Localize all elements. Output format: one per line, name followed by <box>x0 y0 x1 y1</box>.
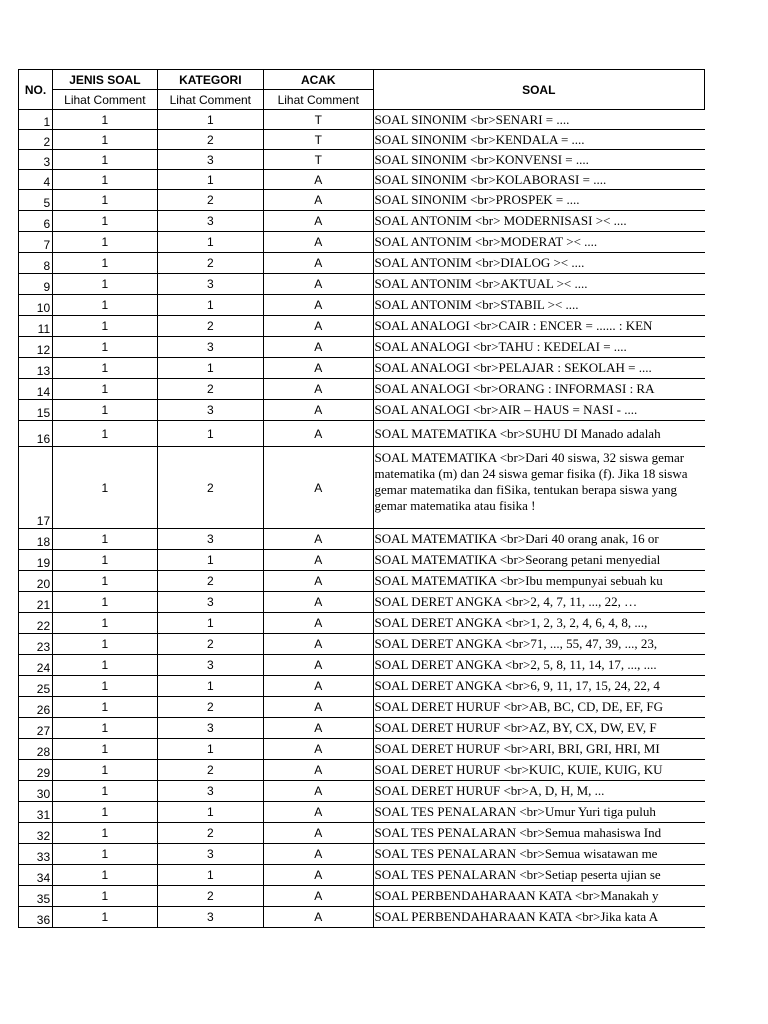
cell-jenis-soal[interactable]: 1 <box>53 676 157 697</box>
cell-kategori[interactable]: 1 <box>157 802 263 823</box>
cell-jenis-soal[interactable]: 1 <box>53 550 157 571</box>
cell-acak[interactable]: A <box>264 190 373 211</box>
cell-no[interactable]: 18 <box>19 529 53 550</box>
cell-no[interactable]: 7 <box>19 232 53 253</box>
table-row <box>19 823 705 844</box>
cell-jenis-soal[interactable]: 1 <box>53 379 157 400</box>
table-row <box>19 676 705 697</box>
cell-acak[interactable]: A <box>264 676 373 697</box>
cell-soal[interactable]: SOAL TES PENALARAN <br>Semua wisatawan me <box>373 844 704 865</box>
header-no[interactable]: NO. <box>19 70 53 110</box>
table-row <box>19 447 705 529</box>
cell-soal[interactable]: SOAL ANALOGI <br>TAHU : KEDELAI = .... <box>373 337 704 358</box>
header-soal[interactable]: SOAL <box>373 70 704 110</box>
cell-kategori[interactable]: 1 <box>157 110 263 130</box>
cell-kategori[interactable]: 2 <box>157 634 263 655</box>
cell-jenis-soal[interactable]: 1 <box>53 823 157 844</box>
table-row <box>19 529 705 550</box>
cell-soal[interactable]: SOAL TES PENALARAN <br>Semua mahasiswa Ind <box>373 823 704 844</box>
cell-jenis-soal[interactable]: 1 <box>53 613 157 634</box>
cell-soal[interactable]: SOAL DERET HURUF <br>KUIC, KUIE, KUIG, KU <box>373 760 704 781</box>
cell-kategori[interactable]: 1 <box>157 358 263 379</box>
cell-kategori[interactable]: 3 <box>157 592 263 613</box>
cell-kategori[interactable]: 1 <box>157 421 263 447</box>
cell-soal[interactable]: SOAL ANTONIM <br> MODERNISASI >< .... <box>373 211 704 232</box>
cell-acak[interactable]: A <box>264 274 373 295</box>
cell-no[interactable]: 11 <box>19 316 53 337</box>
cell-kategori[interactable]: 3 <box>157 907 263 928</box>
cell-kategori[interactable]: 1 <box>157 676 263 697</box>
cell-jenis-soal[interactable]: 1 <box>53 802 157 823</box>
cell-kategori[interactable]: 1 <box>157 550 263 571</box>
cell-kategori[interactable]: 3 <box>157 529 263 550</box>
cell-soal[interactable]: SOAL ANTONIM <br>DIALOG >< .... <box>373 253 704 274</box>
cell-acak[interactable]: T <box>264 110 373 130</box>
soal-table <box>18 69 705 928</box>
table-row <box>19 760 705 781</box>
cell-jenis-soal[interactable]: 1 <box>53 190 157 211</box>
cell-kategori[interactable]: 2 <box>157 190 263 211</box>
cell-soal[interactable]: SOAL MATEMATIKA <br>SUHU DI Manado adalah <box>373 421 704 447</box>
header-kategori-comment[interactable]: Lihat Comment <box>157 90 263 110</box>
cell-soal[interactable]: SOAL DERET ANGKA <br>1, 2, 3, 2, 4, 6, 4, 8, ..., <box>373 613 704 634</box>
cell-acak[interactable]: A <box>264 907 373 928</box>
cell-kategori[interactable]: 3 <box>157 274 263 295</box>
table-row <box>19 170 705 190</box>
table-row <box>19 211 705 232</box>
cell-jenis-soal[interactable]: 1 <box>53 529 157 550</box>
cell-jenis-soal[interactable]: 1 <box>53 886 157 907</box>
header-acak[interactable]: ACAK <box>264 70 373 90</box>
table-row <box>19 592 705 613</box>
cell-jenis-soal[interactable]: 1 <box>53 110 157 130</box>
cell-acak[interactable]: A <box>264 295 373 316</box>
cell-kategori[interactable]: 2 <box>157 130 263 150</box>
cell-jenis-soal[interactable]: 1 <box>53 634 157 655</box>
cell-acak[interactable]: A <box>264 655 373 676</box>
cell-kategori[interactable]: 1 <box>157 865 263 886</box>
cell-acak[interactable]: A <box>264 886 373 907</box>
cell-jenis-soal[interactable]: 1 <box>53 655 157 676</box>
cell-soal[interactable]: SOAL SINONIM <br>KOLABORASI = .... <box>373 170 704 190</box>
table-row <box>19 379 705 400</box>
cell-no[interactable]: 24 <box>19 655 53 676</box>
cell-no[interactable]: 8 <box>19 253 53 274</box>
cell-soal[interactable]: SOAL DERET HURUF <br>A, D, H, M, ... <box>373 781 704 802</box>
cell-no[interactable]: 20 <box>19 571 53 592</box>
cell-no[interactable]: 29 <box>19 760 53 781</box>
cell-kategori[interactable]: 2 <box>157 447 263 529</box>
cell-jenis-soal[interactable]: 1 <box>53 211 157 232</box>
cell-jenis-soal[interactable]: 1 <box>53 760 157 781</box>
cell-kategori[interactable]: 2 <box>157 379 263 400</box>
table-row <box>19 550 705 571</box>
cell-soal[interactable]: SOAL ANALOGI <br>AIR – HAUS = NASI - .... <box>373 400 704 421</box>
cell-jenis-soal[interactable]: 1 <box>53 421 157 447</box>
cell-no[interactable]: 3 <box>19 150 53 170</box>
cell-kategori[interactable]: 3 <box>157 781 263 802</box>
cell-soal[interactable]: SOAL ANTONIM <br>STABIL >< .... <box>373 295 704 316</box>
cell-no[interactable]: 23 <box>19 634 53 655</box>
cell-no[interactable]: 12 <box>19 337 53 358</box>
cell-jenis-soal[interactable]: 1 <box>53 844 157 865</box>
cell-no[interactable]: 6 <box>19 211 53 232</box>
cell-jenis-soal[interactable]: 1 <box>53 718 157 739</box>
table-row <box>19 295 705 316</box>
table-row <box>19 316 705 337</box>
table-row <box>19 337 705 358</box>
cell-acak[interactable]: A <box>264 592 373 613</box>
cell-no[interactable]: 28 <box>19 739 53 760</box>
cell-soal[interactable]: SOAL ANTONIM <br>MODERAT >< .... <box>373 232 704 253</box>
cell-acak[interactable]: A <box>264 529 373 550</box>
cell-acak[interactable]: A <box>264 550 373 571</box>
cell-no[interactable]: 13 <box>19 358 53 379</box>
cell-acak[interactable]: T <box>264 150 373 170</box>
cell-kategori[interactable]: 2 <box>157 571 263 592</box>
cell-jenis-soal[interactable]: 1 <box>53 170 157 190</box>
cell-jenis-soal[interactable]: 1 <box>53 358 157 379</box>
cell-no[interactable]: 33 <box>19 844 53 865</box>
cell-soal[interactable]: SOAL ANTONIM <br>AKTUAL >< .... <box>373 274 704 295</box>
cell-no[interactable]: 21 <box>19 592 53 613</box>
cell-acak[interactable]: T <box>264 130 373 150</box>
cell-kategori[interactable]: 3 <box>157 718 263 739</box>
cell-soal[interactable]: SOAL DERET ANGKA <br>2, 5, 8, 11, 14, 17, ..., .... <box>373 655 704 676</box>
cell-soal[interactable]: SOAL DERET HURUF <br>AZ, BY, CX, DW, EV, F <box>373 718 704 739</box>
cell-kategori[interactable]: 3 <box>157 400 263 421</box>
table-row <box>19 634 705 655</box>
cell-acak[interactable]: A <box>264 358 373 379</box>
cell-kategori[interactable]: 2 <box>157 760 263 781</box>
cell-no[interactable]: 34 <box>19 865 53 886</box>
cell-no[interactable]: 15 <box>19 400 53 421</box>
cell-no[interactable]: 25 <box>19 676 53 697</box>
cell-kategori[interactable]: 2 <box>157 823 263 844</box>
cell-kategori[interactable]: 2 <box>157 697 263 718</box>
cell-soal[interactable]: SOAL DERET HURUF <br>AB, BC, CD, DE, EF, FG <box>373 697 704 718</box>
cell-acak[interactable]: A <box>264 379 373 400</box>
cell-no[interactable]: 26 <box>19 697 53 718</box>
cell-kategori[interactable]: 1 <box>157 232 263 253</box>
cell-soal[interactable]: SOAL ANALOGI <br>PELAJAR : SEKOLAH = .... <box>373 358 704 379</box>
cell-acak[interactable]: A <box>264 421 373 447</box>
cell-acak[interactable]: A <box>264 447 373 529</box>
cell-jenis-soal[interactable]: 1 <box>53 865 157 886</box>
cell-acak[interactable]: A <box>264 613 373 634</box>
table-row <box>19 421 705 447</box>
cell-no[interactable]: 31 <box>19 802 53 823</box>
spreadsheet <box>18 69 705 928</box>
cell-jenis-soal[interactable]: 1 <box>53 907 157 928</box>
cell-jenis-soal[interactable]: 1 <box>53 274 157 295</box>
table-row <box>19 253 705 274</box>
cell-jenis-soal[interactable]: 1 <box>53 295 157 316</box>
cell-jenis-soal[interactable]: 1 <box>53 232 157 253</box>
header-kategori[interactable]: KATEGORI <box>157 70 263 90</box>
cell-no[interactable]: 16 <box>19 421 53 447</box>
cell-soal[interactable]: SOAL DERET ANGKA <br>6, 9, 11, 17, 15, 24, 22, 4 <box>373 676 704 697</box>
cell-acak[interactable]: A <box>264 170 373 190</box>
cell-kategori[interactable]: 1 <box>157 613 263 634</box>
cell-jenis-soal[interactable]: 1 <box>53 130 157 150</box>
cell-kategori[interactable]: 1 <box>157 170 263 190</box>
header-jenis-soal[interactable]: JENIS SOAL <box>53 70 157 90</box>
cell-soal[interactable]: SOAL PERBENDAHARAAN KATA <br>Manakah y <box>373 886 704 907</box>
table-body <box>19 110 705 928</box>
cell-kategori[interactable]: 3 <box>157 337 263 358</box>
cell-no[interactable]: 4 <box>19 170 53 190</box>
header-jenis-comment[interactable]: Lihat Comment <box>53 90 157 110</box>
cell-soal[interactable]: SOAL SINONIM <br>KONVENSI = .... <box>373 150 704 170</box>
cell-no[interactable]: 17 <box>19 447 53 529</box>
cell-soal[interactable]: SOAL MATEMATIKA <br>Dari 40 siswa, 32 siswa gemar matematika (m) dan 24 siswa gemar fisika (f). Jika 18 siswa gemar matematika dan fiSika, tentukan berapa siswa yang gemar matematika atau fisika ! <box>373 447 704 529</box>
cell-jenis-soal[interactable]: 1 <box>53 739 157 760</box>
cell-soal[interactable]: SOAL TES PENALARAN <br>Setiap peserta ujian se <box>373 865 704 886</box>
cell-kategori[interactable]: 3 <box>157 655 263 676</box>
cell-no[interactable]: 5 <box>19 190 53 211</box>
cell-no[interactable]: 10 <box>19 295 53 316</box>
cell-soal[interactable]: SOAL MATEMATIKA <br>Dari 40 orang anak, 16 or <box>373 529 704 550</box>
cell-soal[interactable]: SOAL ANALOGI <br>CAIR : ENCER = ...... : KEN <box>373 316 704 337</box>
cell-acak[interactable]: A <box>264 760 373 781</box>
cell-no[interactable]: 9 <box>19 274 53 295</box>
cell-acak[interactable]: A <box>264 844 373 865</box>
table-row <box>19 130 705 150</box>
table-row <box>19 718 705 739</box>
cell-jenis-soal[interactable]: 1 <box>53 781 157 802</box>
table-row <box>19 274 705 295</box>
cell-no[interactable]: 2 <box>19 130 53 150</box>
table-row <box>19 697 705 718</box>
cell-kategori[interactable]: 2 <box>157 886 263 907</box>
cell-kategori[interactable]: 2 <box>157 316 263 337</box>
cell-acak[interactable]: A <box>264 865 373 886</box>
cell-soal[interactable]: SOAL MATEMATIKA <br>Seorang petani menyedial <box>373 550 704 571</box>
cell-no[interactable]: 35 <box>19 886 53 907</box>
table-row <box>19 110 705 130</box>
cell-kategori[interactable]: 1 <box>157 739 263 760</box>
cell-acak[interactable]: A <box>264 400 373 421</box>
cell-jenis-soal[interactable]: 1 <box>53 316 157 337</box>
cell-soal[interactable]: SOAL DERET HURUF <br>ARI, BRI, GRI, HRI, MI <box>373 739 704 760</box>
table-row <box>19 907 705 928</box>
cell-jenis-soal[interactable]: 1 <box>53 150 157 170</box>
cell-soal[interactable]: SOAL SINONIM <br>SENARI = .... <box>373 110 704 130</box>
table-row <box>19 865 705 886</box>
cell-jenis-soal[interactable]: 1 <box>53 447 157 529</box>
table-row <box>19 613 705 634</box>
cell-acak[interactable]: A <box>264 316 373 337</box>
cell-no[interactable]: 1 <box>19 110 53 130</box>
cell-no[interactable]: 27 <box>19 718 53 739</box>
cell-acak[interactable]: A <box>264 337 373 358</box>
cell-acak[interactable]: A <box>264 211 373 232</box>
cell-jenis-soal[interactable]: 1 <box>53 337 157 358</box>
cell-acak[interactable]: A <box>264 253 373 274</box>
table-row <box>19 886 705 907</box>
cell-soal[interactable]: SOAL SINONIM <br>KENDALA = .... <box>373 130 704 150</box>
cell-no[interactable]: 22 <box>19 613 53 634</box>
cell-soal[interactable]: SOAL DERET ANGKA <br>71, ..., 55, 47, 39, ..., 23, <box>373 634 704 655</box>
cell-jenis-soal[interactable]: 1 <box>53 571 157 592</box>
cell-acak[interactable]: A <box>264 718 373 739</box>
cell-acak[interactable]: A <box>264 232 373 253</box>
cell-kategori[interactable]: 3 <box>157 150 263 170</box>
table-row <box>19 739 705 760</box>
cell-no[interactable]: 32 <box>19 823 53 844</box>
cell-kategori[interactable]: 2 <box>157 253 263 274</box>
cell-soal[interactable]: SOAL PERBENDAHARAAN KATA <br>Jika kata A <box>373 907 704 928</box>
table-row <box>19 400 705 421</box>
table-row <box>19 232 705 253</box>
cell-acak[interactable]: A <box>264 781 373 802</box>
cell-soal[interactable]: SOAL ANALOGI <br>ORANG : INFORMASI : RA <box>373 379 704 400</box>
table-row <box>19 781 705 802</box>
cell-jenis-soal[interactable]: 1 <box>53 253 157 274</box>
cell-soal[interactable]: SOAL TES PENALARAN <br>Umur Yuri tiga puluh <box>373 802 704 823</box>
table-row <box>19 150 705 170</box>
header-acak-comment[interactable]: Lihat Comment <box>264 90 373 110</box>
cell-acak[interactable]: A <box>264 802 373 823</box>
table-row <box>19 571 705 592</box>
cell-acak[interactable]: A <box>264 634 373 655</box>
cell-acak[interactable]: A <box>264 571 373 592</box>
cell-no[interactable]: 36 <box>19 907 53 928</box>
cell-acak[interactable]: A <box>264 823 373 844</box>
cell-soal[interactable]: SOAL MATEMATIKA <br>Ibu mempunyai sebuah ku <box>373 571 704 592</box>
cell-no[interactable]: 19 <box>19 550 53 571</box>
cell-kategori[interactable]: 1 <box>157 295 263 316</box>
table-row <box>19 802 705 823</box>
cell-soal[interactable]: SOAL DERET ANGKA <br>2, 4, 7, 11, ..., 22, … <box>373 592 704 613</box>
cell-kategori[interactable]: 3 <box>157 844 263 865</box>
cell-acak[interactable]: A <box>264 739 373 760</box>
cell-jenis-soal[interactable]: 1 <box>53 400 157 421</box>
table-row <box>19 844 705 865</box>
cell-jenis-soal[interactable]: 1 <box>53 592 157 613</box>
table-row <box>19 358 705 379</box>
cell-no[interactable]: 14 <box>19 379 53 400</box>
cell-jenis-soal[interactable]: 1 <box>53 697 157 718</box>
cell-acak[interactable]: A <box>264 697 373 718</box>
table-row <box>19 655 705 676</box>
cell-no[interactable]: 30 <box>19 781 53 802</box>
cell-soal[interactable]: SOAL SINONIM <br>PROSPEK = .... <box>373 190 704 211</box>
table-row <box>19 190 705 211</box>
cell-kategori[interactable]: 3 <box>157 211 263 232</box>
